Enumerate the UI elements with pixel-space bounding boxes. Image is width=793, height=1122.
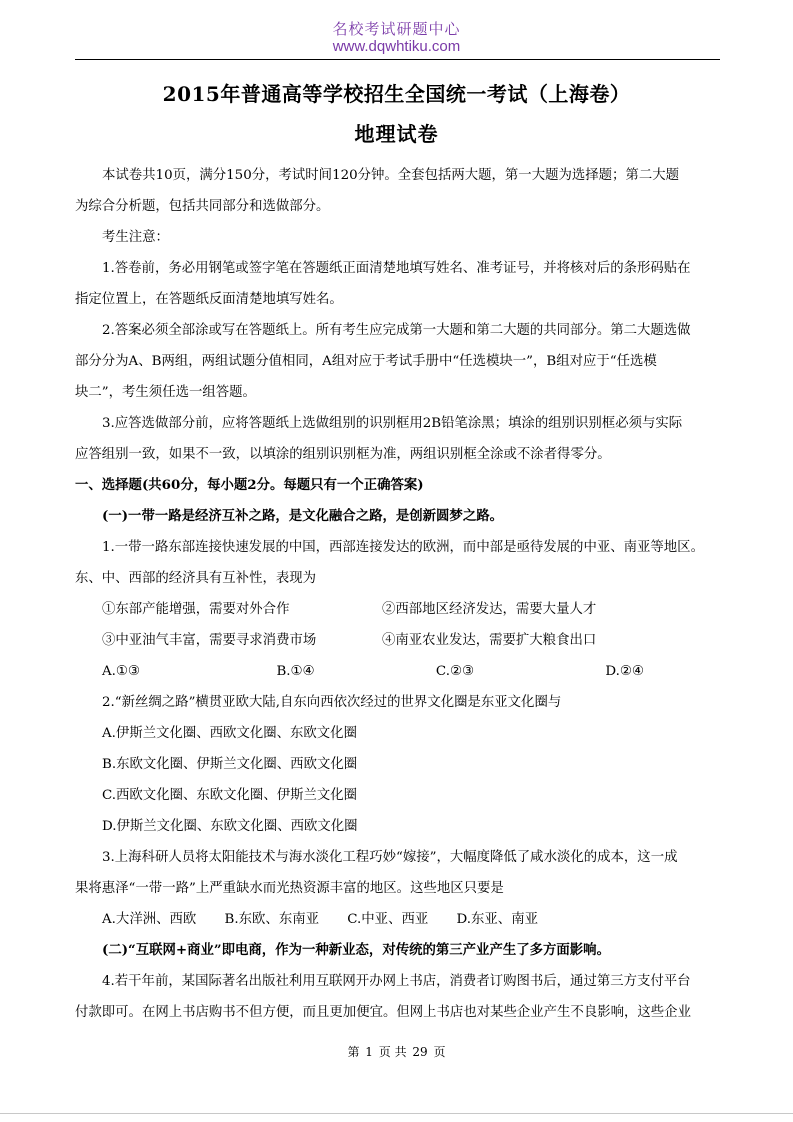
question-2-option-b: B.东欧文化圈、伊斯兰文化圈、西欧文化圈 [102, 757, 358, 772]
question-1-option-a: A.①③ [102, 664, 140, 679]
question-1-choices [75, 656, 725, 687]
question-1-option-c: C.②③ [435, 664, 474, 679]
bottom-divider [0, 1113, 793, 1114]
footer-page-number: 1 [365, 1045, 373, 1059]
section-1-heading: 一、选择题(共60分，每小题2分。每题只有一个正确答案) [75, 477, 424, 493]
note-2-line-2: 部分分为A、B两组，两组试题分值相同，A组对应于考试手册中“任选模块一”，B组对应于“任选模 [75, 354, 657, 369]
note-1-line-1: 1.答卷前，务必用钢笔或签字笔在答题纸正面清楚地填写姓名、准考证号，并将核对后的条形码贴在 [102, 261, 691, 276]
question-1-statement-4: ④南亚农业发达，需要扩大粮食出口 [382, 633, 597, 648]
note-3-line-2: 应答组别一致，如果不一致，以填涂的组别识别框为准，两组识别框全涂或不涂者得零分。 [75, 447, 611, 462]
question-2-option-d: D.伊斯兰文化圈、东欧文化圈、西欧文化圈 [102, 819, 358, 834]
page-footer [0, 1043, 793, 1060]
site-url-link[interactable]: www.dqwhtiku.com [332, 38, 461, 55]
question-1-option-d: D.②④ [605, 664, 644, 679]
group-1-heading: (一)一带一路是经济互补之路，是文化融合之路，是创新圆梦之路。 [102, 508, 503, 524]
question-2-stem: 2.“新丝绸之路”横贯亚欧大陆,自东向西依次经过的世界文化圈是东亚文化圈与 [102, 695, 562, 710]
document-body [75, 160, 725, 1028]
footer-suffix: 页 [433, 1045, 446, 1059]
question-3-option-b: B.东欧、东南亚 [224, 912, 319, 927]
question-4-line-2: 付款即可。在网上书店购书不但方便，而且更加便宜。但网上书店也对某些企业产生不良影响，这些企业 [75, 1005, 691, 1020]
question-1-statement-2: ②西部地区经济发达，需要大量人才 [382, 602, 597, 617]
group-2-heading: (二)“互联网+商业”即电商，作为一种新业态，对传统的第三产业产生了多方面影响。 [102, 942, 610, 958]
footer-total-pages: 29 [412, 1045, 428, 1059]
question-1-option-b: B.①④ [276, 664, 315, 679]
intro-line-1: 本试卷共10页，满分150分，考试时间120分钟。全套包括两大题，第一大题为选择题；第二大题 [102, 168, 679, 183]
question-1-statement-1: ①东部产能增强，需要对外合作 [102, 602, 290, 617]
intro-line-2: 为综合分析题，包括共同部分和选做部分。 [75, 199, 330, 214]
question-3-choices [75, 904, 725, 935]
note-2-line-3: 块二”，考生须任选一组答题。 [75, 385, 256, 400]
question-3-line-1: 3.上海科研人员将太阳能技术与海水淡化工程巧妙“嫁接”，大幅度降低了咸水淡化的成本，这一成 [102, 850, 678, 865]
question-3-option-a: A.大洋洲、西欧 [102, 912, 197, 927]
question-3-option-d: D.东亚、南亚 [456, 912, 538, 927]
site-name: 名校考试研题中心 [332, 20, 461, 38]
exam-subtitle: 地理试卷 [354, 122, 439, 146]
question-3-line-2: 果将惠泽“一带一路”上严重缺水而光热资源丰富的地区。这些地区只要是 [75, 881, 504, 896]
exam-title: 2015年普通高等学校招生全国统一考试（上海卷） [162, 82, 631, 106]
question-1-statement-3: ③中亚油气丰富，需要寻求消费市场 [102, 633, 317, 648]
question-4-line-1: 4.若干年前，某国际著名出版社利用互联网开办网上书店，消费者订购图书后，通过第三方支付平台 [102, 974, 691, 989]
footer-prefix: 第 [347, 1045, 360, 1059]
notes-heading: 考生注意： [102, 230, 169, 245]
question-2-option-c: C.西欧文化圈、东欧文化圈、伊斯兰文化圈 [102, 788, 358, 803]
question-2-option-a: A.伊斯兰文化圈、西欧文化圈、东欧文化圈 [102, 726, 357, 741]
question-1-statements-row-2 [75, 625, 725, 656]
question-1-line-1: 1.一带一路东部连接快速发展的中国，西部连接发达的欧洲，而中部是亟待发展的中亚、南亚等地区。 [102, 540, 704, 555]
header-divider [75, 59, 720, 60]
footer-middle: 页 共 [378, 1045, 407, 1059]
question-1-line-2: 东、中、西部的经济具有互补性，表现为 [75, 571, 317, 586]
note-2-line-1: 2.答案必须全部涂或写在答题纸上。所有考生应完成第一大题和第二大题的共同部分。第二大题选做 [102, 323, 691, 338]
question-1-statements-row-1 [75, 594, 725, 625]
note-1-line-2: 指定位置上，在答题纸反面清楚地填写姓名。 [75, 292, 343, 307]
question-3-option-c: C.中亚、西亚 [347, 912, 429, 927]
note-3-line-1: 3.应答选做部分前，应将答题纸上选做组别的识别框用2B铅笔涂黑；填涂的组别识别框必须与实际 [102, 416, 683, 431]
